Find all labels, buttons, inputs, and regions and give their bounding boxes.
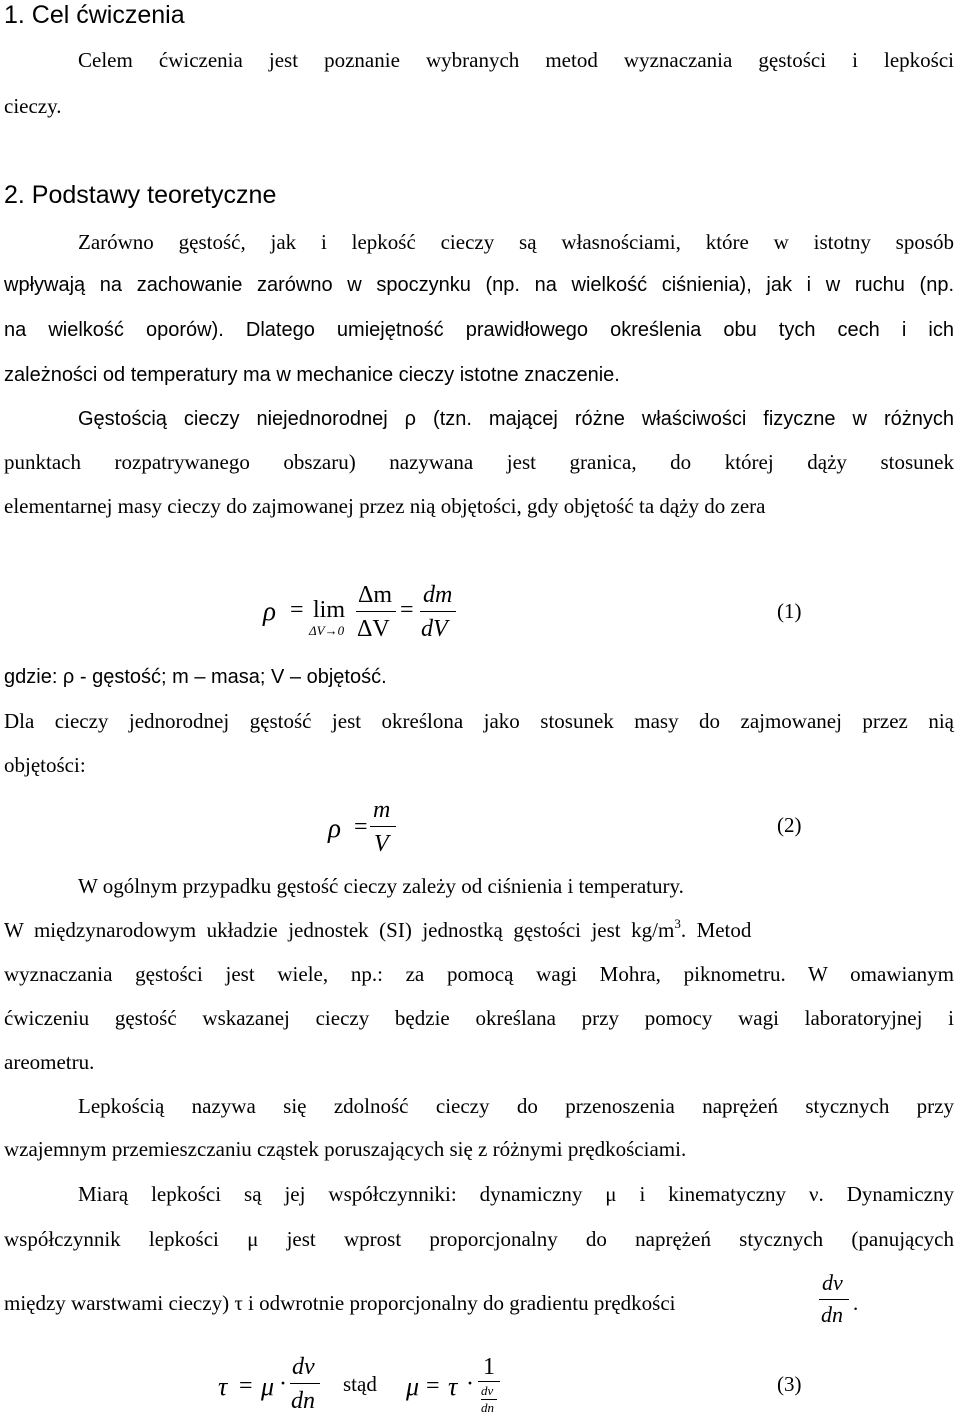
- eq1-equals-2: =: [400, 597, 414, 623]
- eq2-number: (2): [777, 813, 802, 837]
- eq3-denominator-dn: dn: [291, 1388, 315, 1414]
- eq3-dot: ·: [279, 1371, 287, 1397]
- paragraph-3-line-2: objętości:: [4, 753, 86, 777]
- eq1-fraction-bar-1: [356, 611, 396, 612]
- paragraph-3-line-1: Dla cieczy jednorodnej gęstość jest określona jako stosunek masy do zajmowanej przez nią: [4, 709, 954, 733]
- section-1-heading: 1. Cel ćwiczenia: [4, 1, 185, 29]
- eq1-lim-subscript: ΔV→0: [309, 623, 345, 638]
- paragraph-8-fraction-denominator: dn: [821, 1302, 843, 1327]
- paragraph-2-line-2: punktach rozpatrywanego obszaru) nazywana jest granica, do której dąży stosunek: [4, 450, 954, 474]
- eq1-equals: =: [290, 597, 304, 623]
- paragraph-6-line-1: Lepkością nazywa się zdolność cieczy do przenoszenia naprężeń stycznych przy: [78, 1094, 954, 1118]
- eq3-equals: =: [239, 1373, 253, 1399]
- eq3-mu-2: μ: [406, 1372, 420, 1401]
- eq3-number: (3): [777, 1372, 802, 1396]
- paragraph-5-line-1: [4, 916, 954, 942]
- eq3-inner-numerator-dv: dv: [481, 1383, 494, 1398]
- eq1-lim: lim: [313, 597, 346, 623]
- eq1-denominator-delta-v: ΔV: [357, 616, 390, 642]
- paragraph-8-fraction-numerator: dv: [822, 1270, 843, 1295]
- paragraph-8-fraction-bar: [819, 1299, 849, 1300]
- section-1-line-2: cieczy.: [4, 94, 62, 118]
- eq3-outer-fraction-bar: [478, 1381, 500, 1382]
- paragraph-1-line-4: zależności od temperatury ma w mechanice cieczy istotne znaczenie.: [4, 364, 620, 386]
- paragraph-4: W ogólnym przypadku gęstość cieczy zależy od ciśnienia i temperatury.: [78, 874, 684, 898]
- paragraph-7-line-1: Miarą lepkości są jej współczynniki: dynamiczny μ i kinematyczny ν. Dynamiczny: [78, 1182, 954, 1206]
- paragraph-5-superscript: 3: [674, 916, 681, 931]
- paragraph-2-line-1: Gęstością cieczy niejednorodnej ρ (tzn. mającej różne właściwości fizyczne w różnych: [78, 408, 954, 430]
- eq3-numerator-dv: dv: [292, 1354, 315, 1380]
- eq2-numerator-m: m: [373, 797, 391, 823]
- eq1-rho: ρ: [263, 596, 276, 626]
- eq3-inner-denominator-dn: dn: [481, 1400, 494, 1415]
- eq3-fraction-bar: [290, 1383, 320, 1384]
- section-2-heading: 2. Podstawy teoretyczne: [4, 181, 277, 209]
- eq2-fraction-bar: [370, 826, 396, 827]
- paragraph-1-line-1: Zarówno gęstość, jak i lepkość cieczy są własnościami, które w istotny sposób: [78, 230, 954, 254]
- paragraph-1-line-3: na wielkość oporów). Dlatego umiejętność prawidłowego określenia obu tych cech i ich: [4, 319, 954, 341]
- paragraph-5-line-4: areometru.: [4, 1050, 95, 1074]
- eq3-tau: τ: [218, 1372, 228, 1401]
- eq3-tau-2: τ: [448, 1372, 458, 1401]
- paragraph-8-text: między warstwami cieczy) τ i odwrotnie proporcjonalny do gradientu prędkości: [4, 1291, 676, 1315]
- eq2-rho: ρ: [328, 813, 341, 843]
- eq3-numerator-one: 1: [483, 1354, 495, 1380]
- paragraph-2-line-3: elementarnej masy cieczy do zajmowanej przez nią objętości, gdy objętość ta dąży do zera: [4, 494, 766, 518]
- paragraph-5-line-1-end: . Metod: [680, 918, 752, 942]
- eq3-equals-2: =: [426, 1373, 440, 1399]
- eq3-stad: stąd: [343, 1372, 377, 1396]
- eq1-numerator-dm: dm: [423, 582, 453, 608]
- paragraph-6-line-2: wzajemnym przemieszczaniu cząstek poruszających się z różnymi prędkościami.: [4, 1137, 687, 1161]
- paragraph-1-line-2: wpływają na zachowanie zarówno w spoczynku (np. na wielkość ciśnienia), jak i w ruchu (np.: [4, 274, 954, 296]
- eq1-fraction-bar-2: [420, 611, 456, 612]
- section-1-line-1: Celem ćwiczenia jest poznanie wybranych metod wyznaczania gęstości i lepkości: [78, 48, 954, 72]
- eq2-denominator-v: V: [374, 831, 389, 857]
- eq1-numerator-delta-m: Δm: [358, 582, 393, 608]
- eq1-legend: gdzie: ρ - gęstość; m – masa; V – objętość.: [4, 666, 387, 688]
- eq2-equals: =: [354, 814, 368, 840]
- eq3-mu: μ: [261, 1372, 275, 1401]
- paragraph-5-line-2: wyznaczania gęstości jest wiele, np.: za pomocą wagi Mohra, piknometru. W omawianym: [4, 962, 954, 986]
- eq1-number: (1): [777, 599, 802, 623]
- paragraph-5-line-1-text: W międzynarodowym układzie jednostek (SI) jednostką gęstości jest kg/m: [4, 918, 675, 942]
- eq1-denominator-dv: dV: [421, 616, 448, 642]
- eq3-dot-2: ·: [466, 1371, 474, 1397]
- paragraph-7-line-2: współczynnik lepkości μ jest wprost proporcjonalny do naprężeń stycznych (panujących: [4, 1227, 954, 1251]
- paragraph-8-period: .: [853, 1291, 859, 1315]
- paragraph-5-line-3: ćwiczeniu gęstość wskazanej cieczy będzie określana przy pomocy wagi laboratoryjnej i: [4, 1006, 954, 1030]
